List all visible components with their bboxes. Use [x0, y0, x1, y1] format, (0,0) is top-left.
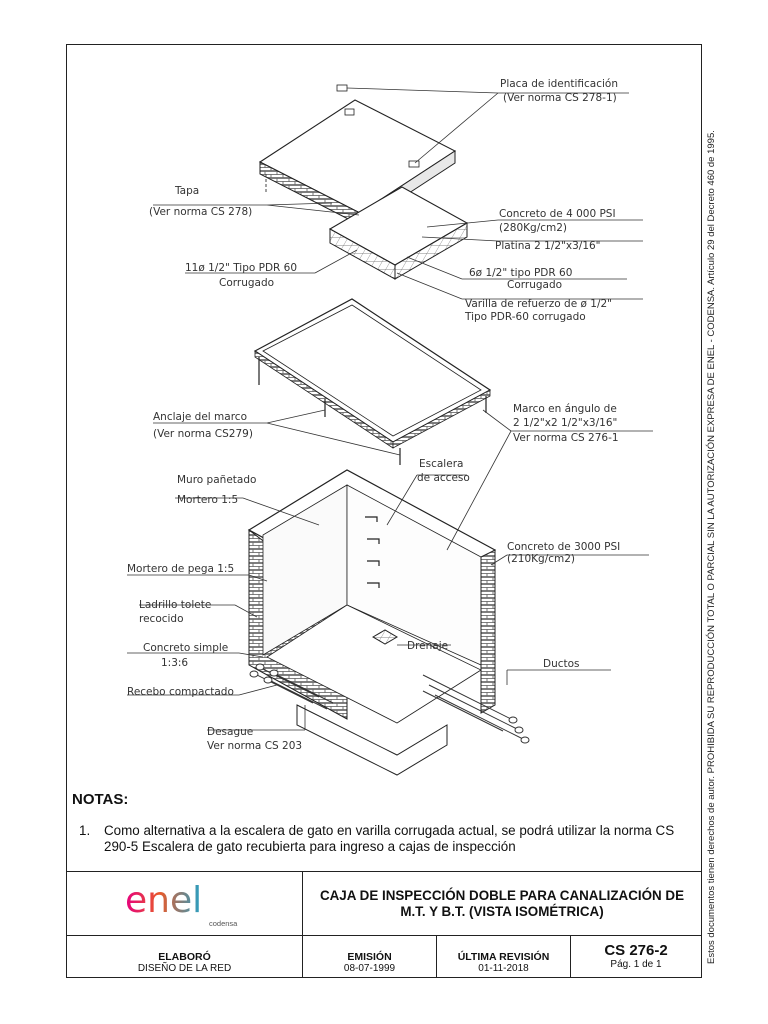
label-concreto4000-2: (280Kg/cm2) — [499, 222, 568, 234]
label-desague-1: Desague — [207, 726, 254, 738]
label-tapa-2: (Ver norma CS 278) — [149, 206, 253, 218]
isometric-drawing — [67, 45, 703, 785]
label-placa-2: (Ver norma CS 278-1) — [503, 92, 617, 104]
notes-title: NOTAS: — [72, 791, 129, 808]
angle-frame — [255, 299, 490, 465]
label-ladrillo-1: Ladrillo tolete — [139, 599, 212, 611]
label-muro: Muro pañetado — [177, 474, 257, 486]
label-anclaje-2: (Ver norma CS279) — [153, 428, 253, 440]
label-concreto3000-1: Concreto de 3000 PSI — [507, 541, 621, 553]
isometric-drawing-svg — [67, 45, 703, 785]
label-tapa-1: Tapa — [175, 185, 200, 197]
elaboro-label: ELABORÓ — [158, 951, 211, 963]
label-varilla-1: Varilla de refuerzo de ø 1/2" — [465, 298, 613, 310]
label-pdr6-2: Corrugado — [507, 279, 563, 291]
label-escalera-2: de acceso — [417, 472, 470, 484]
drawing-sheet — [66, 44, 702, 978]
revision-label: ÚLTIMA REVISIÓN — [457, 951, 550, 963]
enel-logo — [67, 872, 303, 936]
drawing-code: CS 276-2 — [604, 942, 668, 959]
label-varilla-2: Tipo PDR-60 corrugado — [465, 311, 586, 323]
label-marco-3: Ver norma CS 276-1 — [513, 432, 619, 444]
note-item — [79, 823, 699, 855]
title-cell — [303, 872, 701, 936]
label-marco-1: Marco en ángulo de — [513, 403, 617, 415]
label-placa-1: Placa de identificación — [500, 78, 619, 90]
emision-label: EMISIÓN — [347, 951, 392, 963]
label-ductos: Ductos — [543, 658, 580, 670]
elaboro-value: DISEÑO DE LA RED — [137, 963, 232, 974]
label-drenaje: Drenaje — [407, 640, 449, 652]
label-marco-2: 2 1/2"x2 1/2"x3/16" — [513, 417, 618, 429]
elaboro-cell — [67, 936, 303, 978]
code-cell — [571, 936, 701, 978]
logo-subtext: codensa — [209, 919, 238, 928]
label-anclaje-1: Anclaje del marco — [153, 411, 248, 423]
label-pdr11-1: 11ø 1/2" Tipo PDR 60 — [185, 262, 298, 274]
label-platina: Platina 2 1/2"x3/16" — [495, 240, 601, 252]
page-number: Pág. 1 de 1 — [610, 959, 662, 970]
logo-text: enel — [125, 880, 203, 921]
label-simple-1: Concreto simple — [143, 642, 229, 654]
label-concreto3000-2: (210Kg/cm2) — [507, 553, 576, 565]
drawing-title: CAJA DE INSPECCIÓN DOBLE PARA CANALIZACIÓN DE M.T. Y B.T. (VISTA ISOMÉTRICA) — [319, 887, 685, 919]
inspection-box — [249, 470, 529, 775]
revision-value: 01-11-2018 — [478, 963, 529, 974]
label-ladrillo-2: recocido — [139, 613, 184, 625]
label-escalera-1: Escalera — [419, 458, 464, 470]
label-simple-2: 1:3:6 — [161, 657, 189, 669]
logo-cell — [67, 872, 303, 936]
note-number: 1. — [79, 823, 91, 838]
label-pega: Mortero de pega 1:5 — [127, 563, 235, 575]
label-pdr6-1: 6ø 1/2" tipo PDR 60 — [469, 267, 573, 279]
title-block — [67, 871, 701, 978]
label-mortero: Mortero 1:5 — [177, 494, 239, 506]
emision-value: 08-07-1999 — [343, 963, 396, 974]
label-pdr11-2: Corrugado — [219, 277, 275, 289]
copyright-side-note: Estos documentos tienen derechos de autor. PROHIBIDA SU REPRODUCCIÓN TOTAL O PARCIAL SIN LA AUTORIZACIÓN EXPRESA DE ENEL - CODENSA. Artículo 29 del Decreto 460 de 1995. — [706, 130, 717, 964]
note-text: Como alternativa a la escalera de gato en varilla corrugada actual, se podrá utilizar la norma CS 290-5 Escalera de gato recubierta para ingreso a cajas de inspección — [104, 823, 675, 854]
label-desague-2: Ver norma CS 203 — [207, 740, 303, 752]
revision-cell — [437, 936, 571, 978]
label-concreto4000-1: Concreto de 4 000 PSI — [499, 208, 616, 220]
label-recebo: Recebo compactado — [127, 686, 234, 698]
emision-cell — [303, 936, 437, 978]
